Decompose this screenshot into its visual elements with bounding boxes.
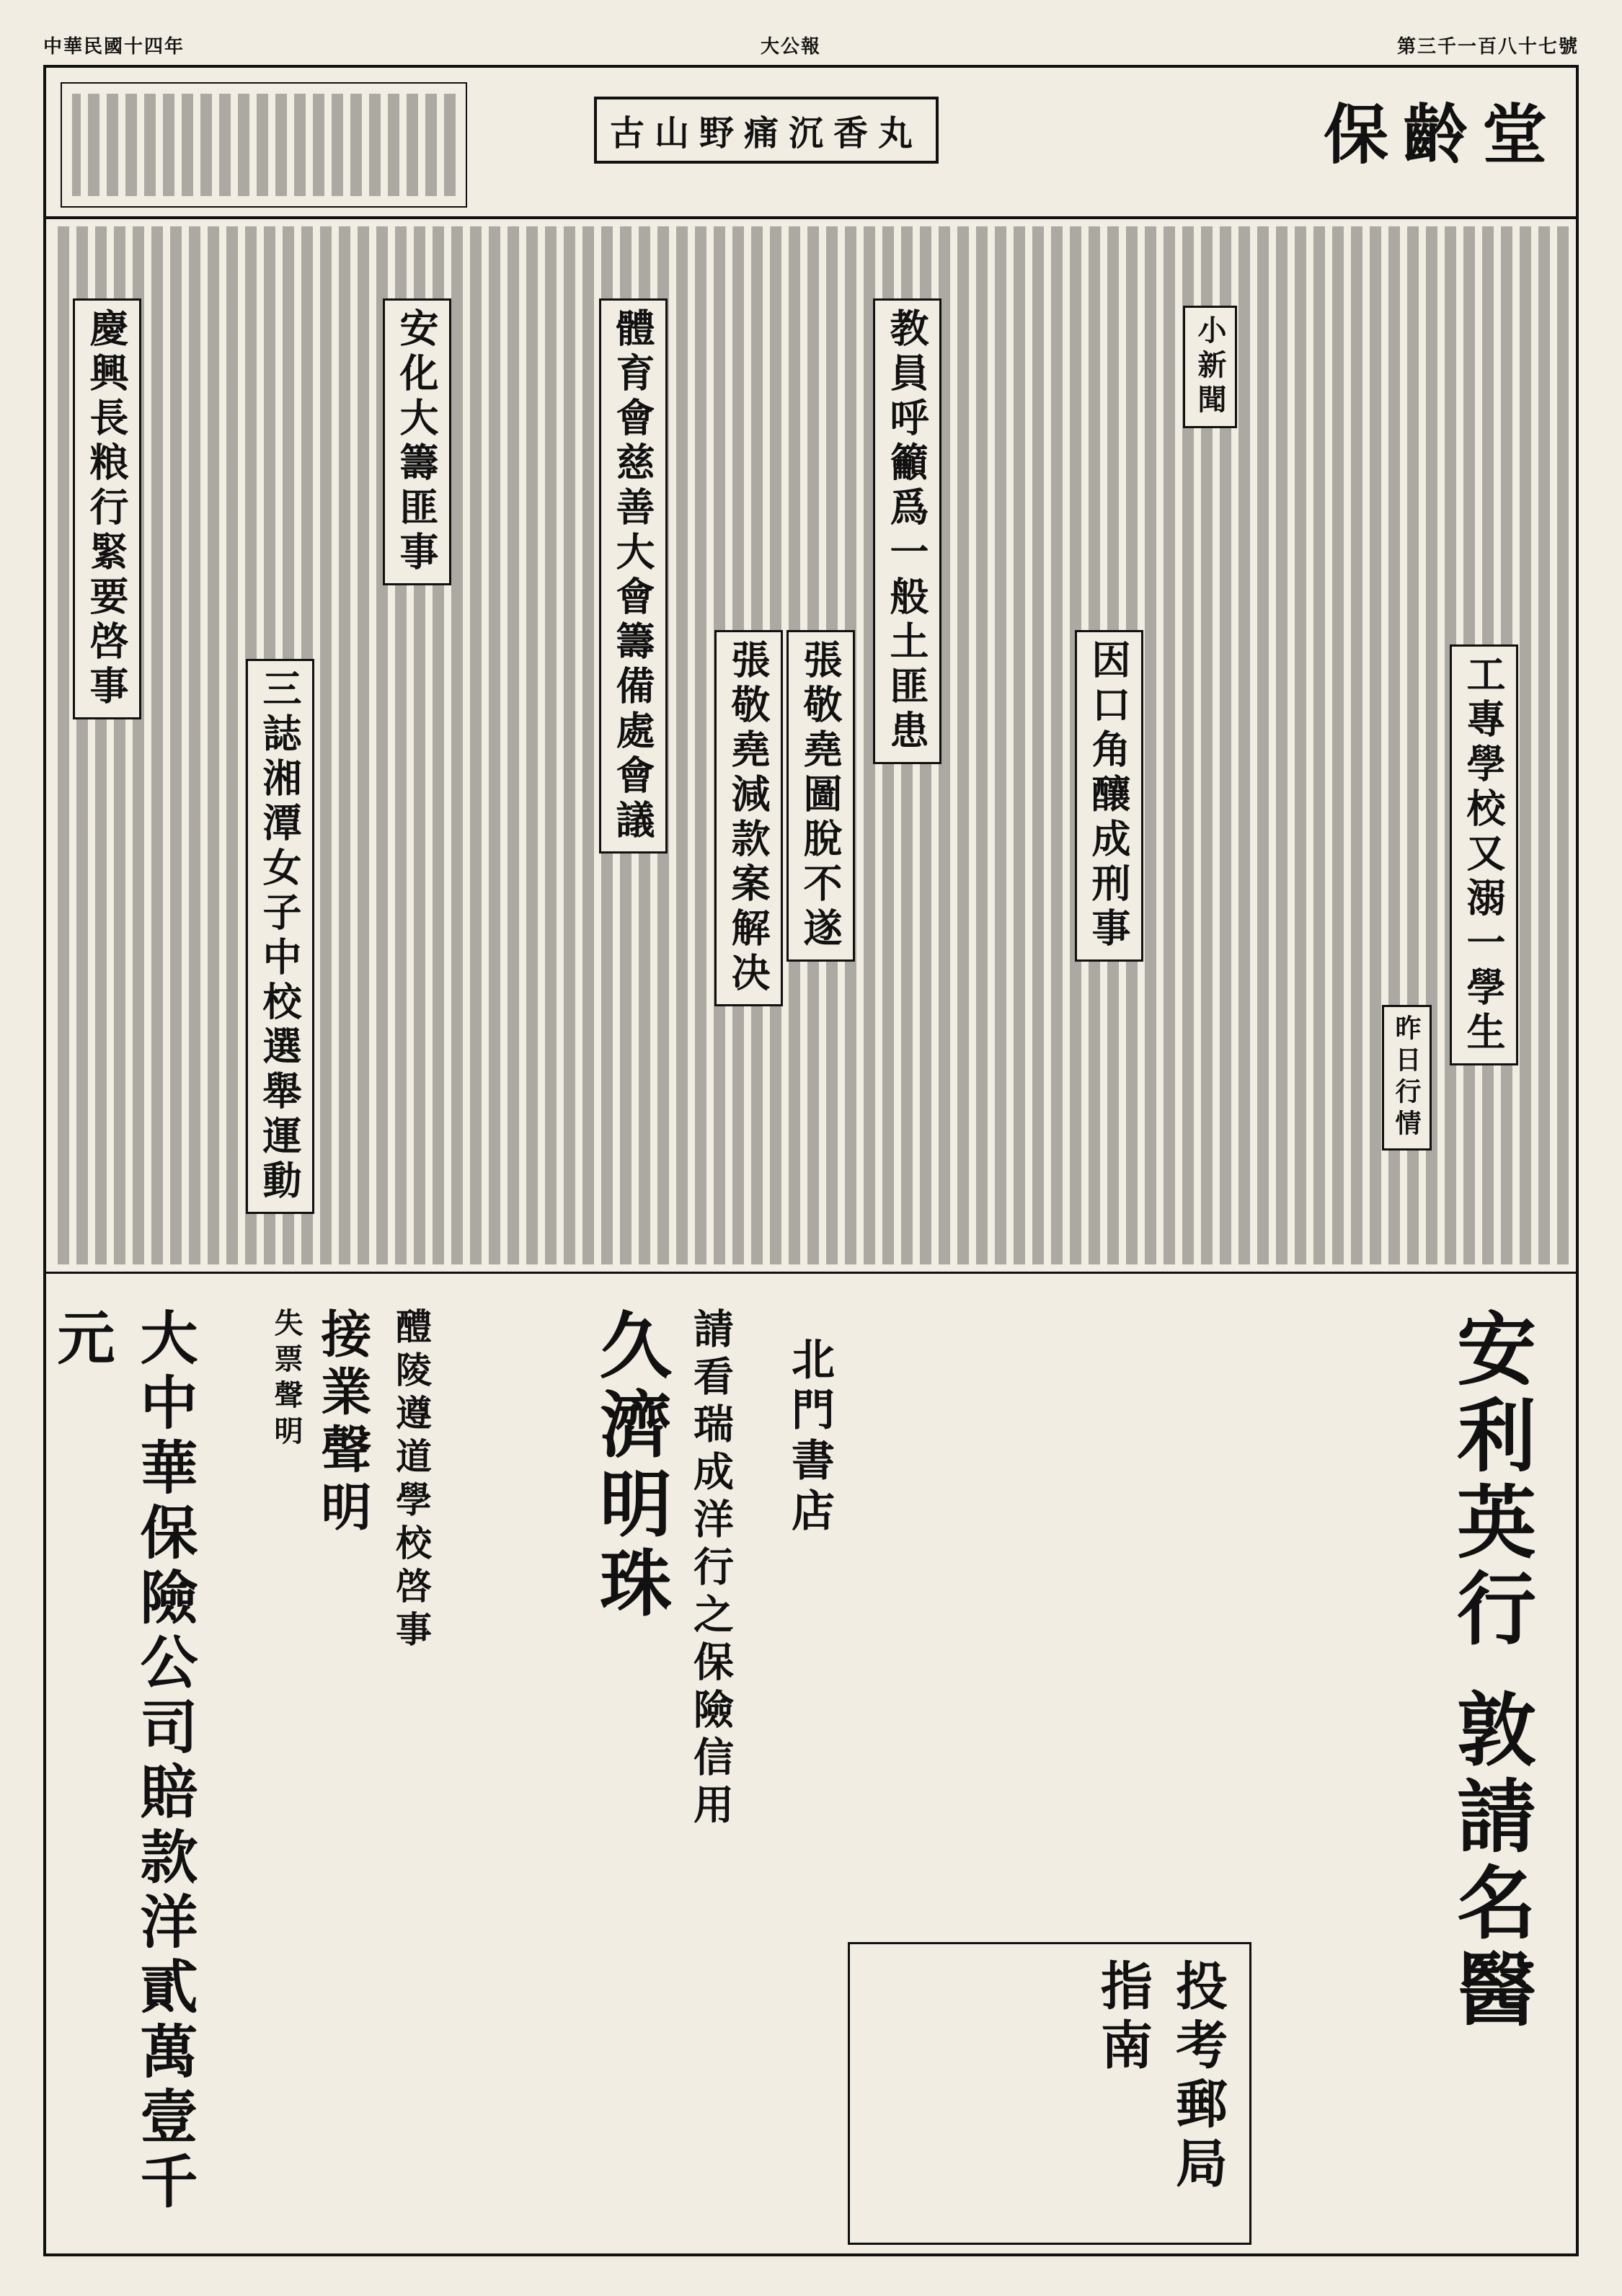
headline-1-box: 慶興長粮行緊要啓事	[73, 298, 141, 719]
ad-postal-guide: 投考郵局指南	[1092, 1959, 1228, 2195]
masthead-strip	[43, 29, 1579, 61]
headline-6-box: 工專學校又溺一學生	[1450, 644, 1518, 1065]
headline-9-box: 張敬堯圖脫不遂	[786, 630, 855, 962]
ad-postal-guide-box	[848, 1942, 1251, 2245]
ad-slogan: 古山野痛沉香丸	[594, 97, 939, 164]
headline-5-box: 因口角釀成刑事	[1075, 630, 1143, 962]
ad-insurance-a: 請看瑞成洋行之保險信用	[687, 1308, 735, 1831]
headline-8-box: 張敬堯減款案解决	[714, 630, 783, 1006]
ad-bookstore: 北門書店	[784, 1337, 835, 1538]
ad-big-insurance: 大中華保險公司賠款洋貳萬壹千元	[48, 1308, 198, 2216]
ad-insurance-b: 久濟明珠	[588, 1308, 673, 1625]
top-ad-banner	[46, 68, 1576, 219]
ad-doctor: 安利英行 敦請名醫	[1444, 1308, 1537, 2035]
ad-statement: 接業聲明	[313, 1308, 373, 1538]
masthead-center: 大公報	[760, 35, 821, 58]
headline-4-box: 教員呼籲爲一般土匪患	[873, 298, 941, 764]
ad-fineprint-box	[61, 82, 467, 208]
masthead-right: 第三千一百八十七號	[1396, 35, 1579, 58]
schedule-label: 昨日行情	[1382, 1005, 1432, 1151]
newspaper-page	[43, 65, 1579, 2256]
headline-7-box: 三誌湘潭女子中校選舉運動	[246, 659, 314, 1214]
masthead-left: 中華民國十四年	[43, 35, 185, 58]
ad-lost: 失票聲明	[270, 1308, 303, 1452]
headline-3-box: 體育會慈善大會籌備處會議	[599, 298, 668, 854]
headline-2-box: 安化大籌匪事	[383, 298, 451, 585]
ad-title: 保齡堂	[1324, 97, 1561, 173]
rule-middle	[46, 1272, 1576, 1274]
ad-school: 醴陵遵道學校啓事	[390, 1308, 433, 1654]
local-news-label: 小新聞	[1183, 306, 1237, 428]
